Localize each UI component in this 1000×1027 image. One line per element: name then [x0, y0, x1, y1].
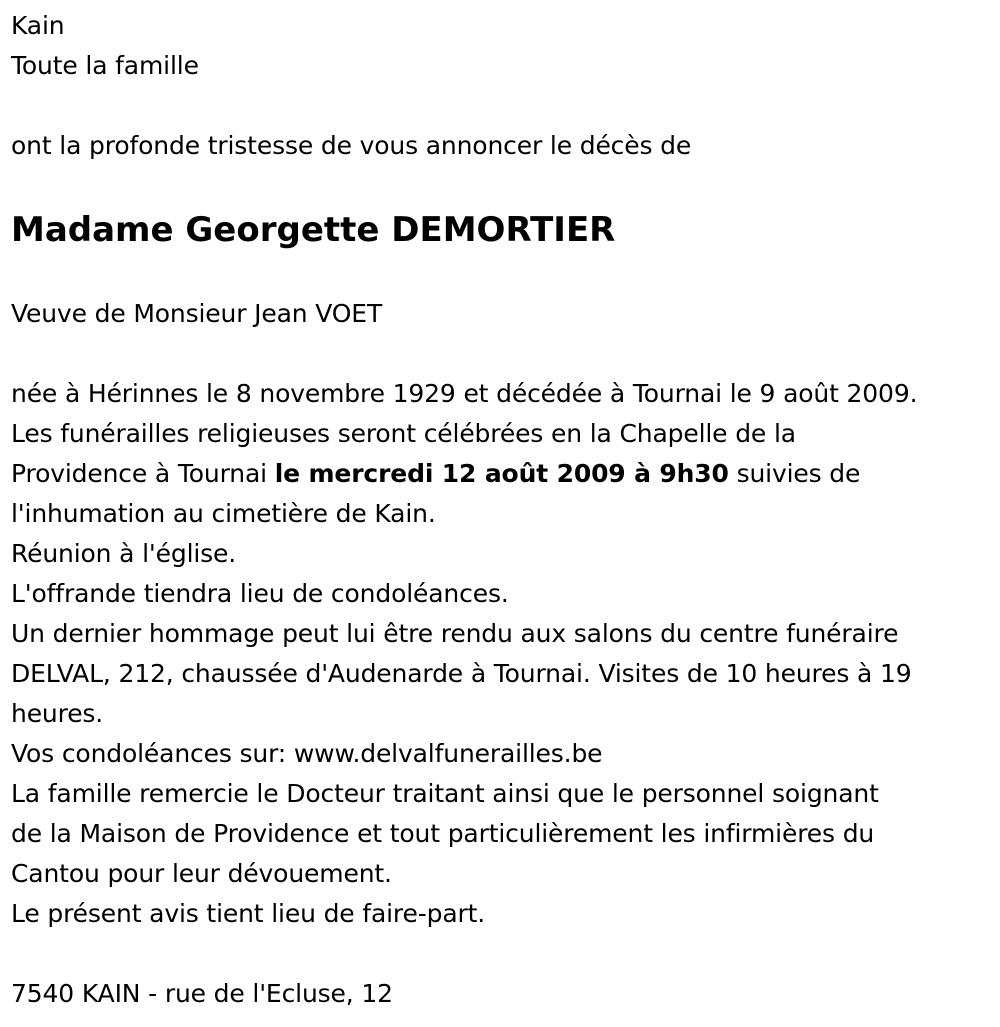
thanks-line-1: La famille remercie le Docteur traitant ainsi que le personnel soignant [11, 779, 879, 808]
thanks-line-3: Cantou pour leur dévouement. [11, 859, 392, 888]
notice-line: Le présent avis tient lieu de faire-part. [11, 899, 486, 928]
condolences-line: Vos condoléances sur: www.delvalfunerailles.be [11, 739, 603, 768]
meeting-line: Réunion à l'église. [11, 539, 237, 568]
spacer [11, 254, 996, 294]
funeral-date: le mercredi 12 août 2009 à 9h30 [274, 459, 729, 488]
spacer [11, 334, 996, 374]
deceased-name: Madame Georgette DEMORTIER [11, 210, 616, 250]
spacer [11, 166, 996, 206]
family-line: Toute la famille [11, 51, 199, 80]
funeral-line-3: l'inhumation au cimetière de Kain. [11, 499, 436, 528]
funeral-after-text: suivies de [728, 459, 861, 488]
birth-death-line: née à Hérinnes le 8 novembre 1929 et décédée à Tournai le 9 août 2009. [11, 379, 918, 408]
funeral-line-1: Les funérailles religieuses seront célébrées en la Chapelle de la [11, 419, 796, 448]
spouse-line: Veuve de Monsieur Jean VOET [11, 299, 383, 328]
location-line: Kain [11, 11, 65, 40]
homage-line-1: Un dernier hommage peut lui être rendu aux salons du centre funéraire [11, 619, 899, 648]
obituary-notice [11, 6, 996, 1014]
spacer [11, 934, 996, 974]
spacer [11, 86, 996, 126]
homage-line-2: DELVAL, 212, chaussée d'Audenarde à Tournai. Visites de 10 heures à 19 [11, 659, 912, 688]
thanks-line-2: de la Maison de Providence et tout particulièrement les infirmières du [11, 819, 875, 848]
funeral-place-text: Providence à Tournai [11, 459, 275, 488]
intro-line: ont la profonde tristesse de vous annoncer le décès de [11, 131, 692, 160]
address-line: 7540 KAIN - rue de l'Ecluse, 12 [11, 979, 393, 1008]
offering-line: L'offrande tiendra lieu de condoléances. [11, 579, 509, 608]
funeral-line-2 [11, 454, 996, 494]
homage-line-3: heures. [11, 699, 104, 728]
